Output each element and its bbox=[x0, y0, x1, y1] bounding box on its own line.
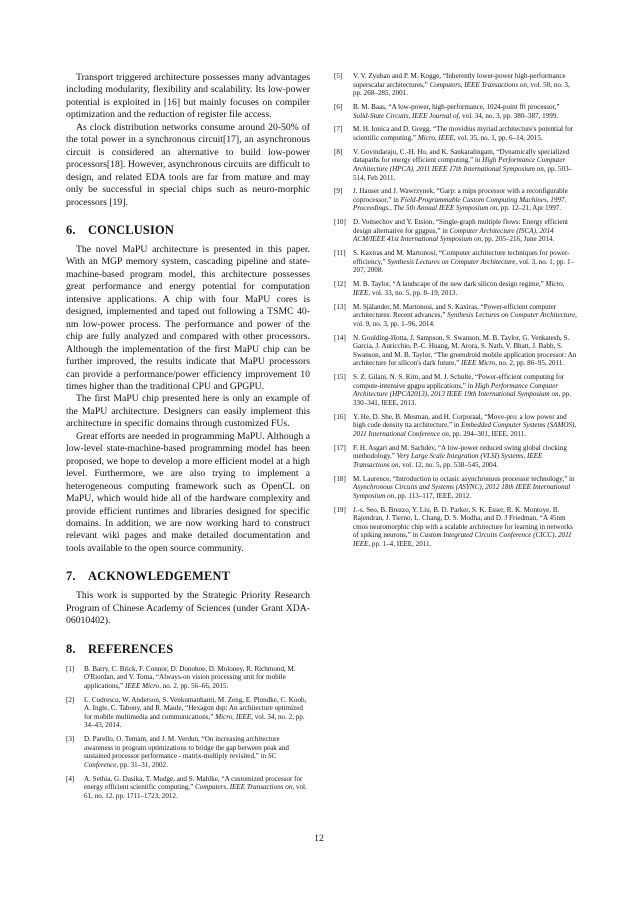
section-number: 8. bbox=[66, 641, 76, 656]
reference-list-left bbox=[66, 665, 310, 801]
reference-item: [6] B. M. Baas, “A low-power, high-performance, 1024-point fft processor,” Solid-State Circuits, IEEE Journal of, vol. 34, no. 3, pp. 380–387, 1999. bbox=[334, 102, 560, 120]
reference-item: [19] J.-s. Seo, B. Brezzo, Y. Liu, B. D. Parker, S. K. Esser, R. K. Montoye, B. Rajendran, J. Tierno, L. Chang, D. S. Modha, and D. J Friedman, “A 45nm cmos neuromorphic chip with a scalable architecture for learning in networks of spiking neurons,” in Custom Integrated Circuits Conference (CICC), 2011 IEEE, pp. 1–4, IEEE, 2011. bbox=[334, 505, 573, 548]
reference-number: [15] bbox=[334, 373, 346, 382]
section-number: 6. bbox=[66, 222, 76, 237]
reference-item: [9] J. Hauser and J. Wawrzynek, “Garp: a mips processor with a reconfigurable coprocessor,” in Field-Programmable Custom Computing Machines, 1997. Proceedings., The 5th Annual IEEE Symposium on, pp. 12–21, Apr 1997. bbox=[334, 187, 568, 213]
reference-number: [12] bbox=[334, 280, 346, 289]
reference-item: [12] M. B. Taylor, “A landscape of the new dark silicon design regime,” Micro, IEEE, vol. 33, no. 5, pp. 8–19, 2013. bbox=[334, 280, 565, 297]
reference-number: [7] bbox=[334, 125, 343, 134]
reference-item: [7] M. H. Ionica and D. Gregg, “The movidius myriad architecture's potential for scientific computing,” Micro, IEEE, vol. 35, no. 1, pp. 6–14, 2015. bbox=[334, 125, 574, 142]
reference-number: [6] bbox=[334, 102, 343, 111]
reference-list-right bbox=[334, 72, 578, 549]
reference-item: [17] F. H. Asgari and M. Sachdev, “A low-power reduced swing global clocking methodology,” Very Large Scale Integration (VLSI) Systems, IEEE Transactions on, vol. 12, no. 5, pp. 538–545, 2004. bbox=[334, 443, 567, 469]
reference-number: [8] bbox=[334, 147, 343, 156]
intro-paragraph: As clock distribution networks consume around 20-50% of the total power in a synchronous circuit[17], an asynchronous circuit is considered an alternative to build low-power processors[18]. However, asynchronous circuits are difficult to design, and related EDA tools are far from mature and may only be successful in special chips such as neuro-morphic processors [19]. bbox=[66, 121, 310, 208]
conclusion-paragraph: Great efforts are needed in programming MaPU. Although a low-level state-machine-based programming model has been proposed, we hope to develop a more efficient model at a high level. Furthermore, we are also trying to implement a heterogeneous computing framework such as OpenCL on MaPU, which would hide all of the hardware complexity and provide efficient runtimes and libraries designed for specific domains. In addition, we are now working hard to construct relevant wiki pages and make detailed documentation and tools available to the open source community. bbox=[66, 430, 310, 554]
right-column bbox=[334, 72, 578, 554]
reference-item: [5] V. V. Zyuban and P. M. Kogge, “Inherently lower-power high-performance superscalar architectures,” Computers, IEEE Transactions on, vol. 50, no. 3, pp. 268–285, 2001. bbox=[334, 72, 570, 98]
page-number: 12 bbox=[314, 833, 324, 844]
reference-number: [16] bbox=[334, 412, 346, 421]
section-title: CONCLUSION bbox=[88, 222, 174, 237]
conclusion-heading bbox=[66, 223, 310, 238]
intro-paragraph: Transport triggered architecture possesses many advantages including modularity, flexibility and scalability. Its low-power potential is exploited in [16] but mainly focuses on compiler optimization and the reduction of register file access. bbox=[66, 72, 310, 121]
section-title: REFERENCES bbox=[88, 641, 174, 656]
reference-number: [13] bbox=[334, 302, 346, 311]
conclusion-paragraph: The novel MaPU architecture is presented in this paper. With an MGP memory system, cascading pipeline and state-machine-based program model, this architecture possesses great performance and energy potential for computation intensive applications. A chip with four MaPU cores is designed, implemented and taped out following a TSMC 40-nm low-power process. The performance and power of the chip are fully analyzed and compared with other processors. Although the implementation of the first MaPU chip can be further improved, the results indicate that MaPU processors can provide a performance/power efficiency improvement 10 times higher than the traditional CPU and GPGPU. bbox=[66, 243, 310, 392]
section-number: 7. bbox=[66, 569, 76, 584]
acknowledgement-heading bbox=[66, 569, 310, 584]
reference-number: [14] bbox=[334, 333, 346, 342]
reference-item: [14] N. Goulding-Hotta, J. Sampson, S. Swanson, M. B. Taylor, G. Venkatesh, S. Garcia, J. Auricchio, P.-C. Huang, M. Arora, S. Nath, V. Bhatt, J. Babb, S. Swanson, and M. B. Taylor, “The greendroid mobile application processor: An architecture for silicon's dark future,” IEEE Micro, no. 2, pp. 86–95, 2011. bbox=[334, 333, 577, 368]
reference-number: [18] bbox=[334, 474, 346, 483]
reference-item: [2] L. Codrescu, W. Anderson, S. Venkumanhanti, M. Zeng, E. Plondke, C. Koob, A. Ingle, C. Tabony, and R. Maule, “Hexagon dsp: An architecture optimized for mobile multimedia and communications,” Micro, IEEE, vol. 34, no. 2, pp. 34–43, 2014. bbox=[66, 695, 307, 730]
reference-number: [2] bbox=[66, 695, 75, 704]
reference-item: [16] Y. He, D. She, B. Mesman, and H. Corporaal, “Move-pro: a low power and high code density tta architecture,” in Embedded Computer Systems (SAMOS), 2011 International Conference on, pp. 294–301, IEEE, 2011. bbox=[334, 412, 577, 438]
reference-number: [4] bbox=[66, 774, 75, 783]
reference-number: [19] bbox=[334, 505, 346, 514]
reference-item: [4] A. Sethia, G. Dasika, T. Mudge, and S. Mahlke, “A customized processor for energy efficient scientific computing,” Computers, IEEE Transactions on, vol. 61, no. 12, pp. 1711–1723, 2012. bbox=[66, 774, 307, 800]
reference-item: [11] S. Kaxiras and M. Martonosi, “Computer architecture techniques for power-efficiency,” Synthesis Lectures on Computer Architecture, vol. 3, no. 1, pp. 1–207, 2008. bbox=[334, 249, 575, 275]
reference-item: [18] M. Laurence, “Introduction to octasic asynchronous processor technology,” in Asynchronous Circuits and Systems (ASYNC), 2012 18th IEEE International Symposium on, pp. 113–117, IEEE, 2012. bbox=[334, 474, 575, 500]
reference-number: [11] bbox=[334, 249, 346, 258]
acknowledgement-paragraph: This work is supported by the Strategic Priority Research Program of Chinese Academy of Sciences (under Grant XDA-06010402). bbox=[66, 590, 310, 627]
reference-item: [8] V. Govindaraju, C.-H. Ho, and K. Sankaralingam, “Dynamically specialized datapaths for energy efficient computing,” in High Performance Computer Architecture (HPCA), 2011 IEEE 17th International Symposium on, pp. 503–514, Feb 2011. bbox=[334, 147, 573, 182]
left-column bbox=[66, 72, 310, 806]
reference-item: [13] M. Själander, M. Martonosi, and S. Kaxiras, “Power-efficient computer architectures: Recent advances,” Synthesis Lectures on Computer Architecture, vol. 9, no. 3, pp. 1–96, 2014. bbox=[334, 302, 577, 328]
reference-number: [3] bbox=[66, 735, 75, 744]
reference-number: [10] bbox=[334, 218, 346, 227]
reference-item: [15] S. Z. Gilani, N. S. Kim, and M. J. Schulte, “Power-efficient computing for compute-intensive gpgpu applications,” in High Performance Computer Architecture (HPCA2013), 2013 IEEE 19th International Symposium on, pp. 330–341, IEEE, 2013. bbox=[334, 373, 571, 407]
reference-number: [9] bbox=[334, 187, 343, 196]
reference-item: [10] D. Voitsechov and Y. Etsion, “Single-graph multiple flows: Energy efficient design alternative for gpgpus,” in Computer Architecture (ISCA), 2014 ACM/IEEE 41st International Symposium on, pp. 205–216, June 2014. bbox=[334, 218, 569, 244]
conclusion-paragraph: The first MaPU chip presented here is only an example of the MaPU architecture. Designers can easily implement this architecture in specific domains through customized FUs. bbox=[66, 393, 310, 430]
reference-item: [1] B. Barry, C. Brick, F. Connor, D. Donohoe, D. Moloney, R. Richmond, M. O'Riordan, and V. Toma, “Always-on vision processing unit for mobile applications,” IEEE Micro, no. 2, pp. 56–66, 2015. bbox=[66, 664, 296, 690]
reference-number: [5] bbox=[334, 72, 343, 80]
reference-item: [3] D. Parello, O. Temam, and J. M. Verdun, “On increasing architecture awareness in program optimizations to bridge the gap between peak and sustained processor performance - matrix-multiply revisited,” in SC Conference, pp. 31–31, 2002. bbox=[66, 735, 289, 769]
section-title: ACKNOWLEDGEMENT bbox=[88, 569, 231, 584]
references-heading bbox=[66, 642, 310, 657]
reference-number: [1] bbox=[66, 664, 75, 673]
reference-number: [17] bbox=[334, 443, 346, 452]
